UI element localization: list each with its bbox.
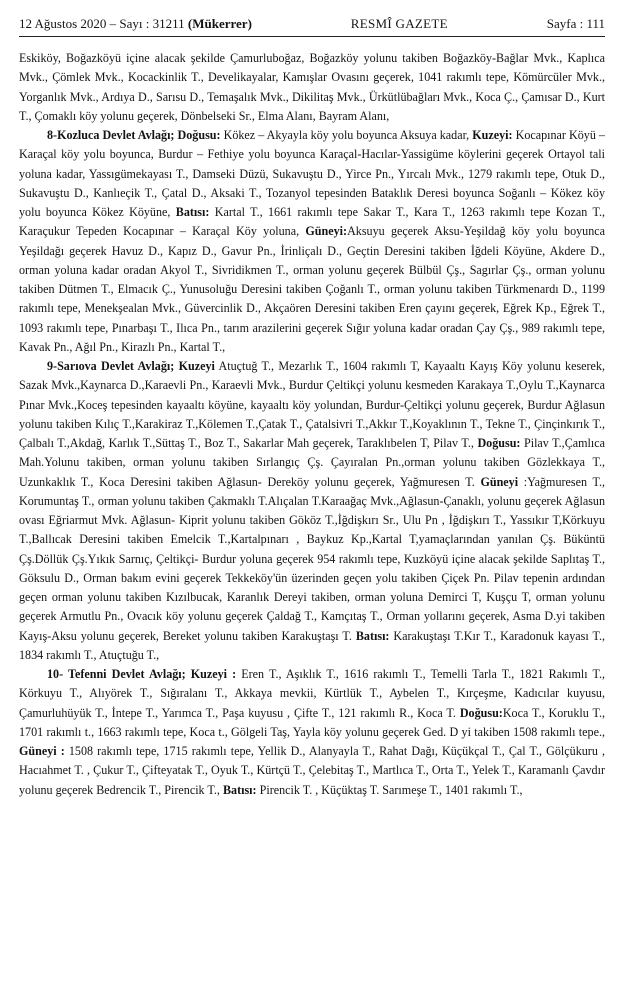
direction-label: Güneyi [480,474,519,489]
direction-label: Batısı: [355,628,390,643]
section-heading: 8-Kozluca Devlet Avlağı; Doğusu: [47,128,221,142]
paragraph-sariova [19,357,605,665]
text-run: Pirencik T. , Küçüktaş T. Sarımeşe T., 1401 rakımlı T., [256,782,523,797]
paragraph-kozluca [19,126,605,357]
direction-label: Batısı: [175,205,210,219]
text-run: Aksuyu geçerek Aksu-Yeşildağ köy yolu boyunca Yeşildağı geçerek Havuz D., Kapız D., Gavur Pn., İrinliçalı D., Geçtin Deresini takiben İğdeli Köyüne, Akdere D., orman yoluna kadar oradan Akyol T., Sivridikmen T., orman yolunu geçerek Bülbül Çş., Sagırlar Çş., orman yolunu takiben Dütmen T., Elmacık Ç., Yunusoluğu Deresini takiben Çoğanlı T., orman yolunu takiben Türkmenardı D., 1199 rakımlı tepe, Menekşealan Mvk., Güvercinlik D., Akçaören Deresini takiben Eren çayını geçerek, Eğrek Kp., Eğrek T., 1093 rakımlı tepe, Pınarbaşı T., Ilıca Pn., tarım arazilerini geçerek Sığır yoluna kadar oradan Çay Çş., 989 rakımlı tepe, Kavak Pn., Ağıl Pn., Kirazlı Pn., Kartal T., [19,224,605,354]
text-run: Kökez – Akyayla köy yolu boyunca Aksuya kadar, [220,128,473,142]
text-run: Eren T., Aşıklık T., 1616 rakımlı T., Temelli Tarla T., 1821 Rakımlı T., Körkuyu T., Alıyörek T., Sığıralanı T., Akkaya mevkii, Kürtlük T., Aybelen T., Kırçeşme, Kadıcılar kuyusu, Çamurluhüyük T., İntepe T., Yarımca T., Paşa kuyusu , Çifte T., 121 rakımlı R., Koca T. [19,667,606,720]
text-run: Karakuştaşı T.Kır T., Karadonuk kayası T., 1834 rakımlı T., Atuçtuğu T., [19,628,605,662]
page-number: Sayfa : 111 [546,16,605,31]
issue-repeat-label: (Mükerrer) [187,16,252,31]
paragraph-tefenni [19,665,605,800]
direction-label: Kuzeyi: [472,128,513,142]
paragraph-7-continuation [19,49,605,126]
text-run: Kartal T., 1661 rakımlı tepe Sakar T., Kara T., 1263 rakımlı tepe Kozan T., Karaçukur Tepeden Kocapınar – Karaçal Köy yoluna, [19,205,605,239]
section-heading: 10- Tefenni Devlet Avlağı; Kuzeyi : [47,667,237,681]
text-run: Eskiköy, Boğazköyü içine alacak şekilde Çamurluboğaz, Boğazköy yolunu takiben Boğazköy-Bağlar Mvk., Kaplıca Mvk., Çömlek Mvk., Kocackinlik T., Develikayalar, Kamışlar Ovasını geçerek, 1041 rakımlı tepe, Kömürcüler Mvk., Yorganlık Mvk., Ardıya D., Sarısu D., Temaşalık Mvk., Dikilitaş Mvk., Ürkütlübağları Mvk., Koca Ç., Çamısar D., Kurt T., Çomaklı köy yolunu geçerek, Dönbelseki Sr., Elma Alanı, Bayram Alanı, [19,51,605,123]
direction-label: Güneyi : [19,744,65,758]
section-heading: 9-Sarıova Devlet Avlağı; Kuzeyi [47,359,215,373]
page-header [19,16,605,37]
text-run: Pilav T.,Çamlıca Mah.Yolunu takiben, orman yolunu takiben Sırlangıç Çş. Çayıralan Pn.,orman yolunu takiben Gözlekkaya T., Uzunkaklık T., Koca Deresini takiben Ağlasun- Dereköy yolunu geçerek, Yağmuresen T. [19,436,605,489]
issue-date-number: 12 Ağustos 2020 – Sayı : 31211 [19,16,188,31]
text-run: 1508 rakımlı tepe, 1715 rakımlı tepe, Yellik D., Alanyayla T., Rahat Dağı, Küçükçal T., Çal T., Gölçükuru , Hacıahmet T. , Çukur T., Çifteyatak T., Oyuk T., Kürtçü T., Çelebitaş T., Martlıca T., Orta T., Yelek T., Karamanlı Çavdır yolunu geçerek Bedrencik T., Pirencik T., [19,744,605,797]
text-run: Koca T., Koruklu T., 1701 rakımlı t., 1663 rakımlı tepe, Koca t., Gölgeli Taş, Yayla köy yolunu geçerek Ged. D yi takiben 1508 rakımlı tepe., [19,705,606,739]
gazette-title: RESMÎ GAZETE [350,16,448,31]
document-body [19,49,605,800]
text-run: :Yağmuresen T., Korumuntaş T., orman yolunu takiben Çakmaklı T.Alıçalan T.Karaağaç Mvk.,Ağlasun-Çanaklı, yolunu geçerek Ağlasun ovası Eğriarmut Mvk. Ağlasun- Kiprit yolunu takiben Gököz T.,İğdişkırı Sr., Ulu Pn , İğdişkırı T., Yassıkır T,Körkuyu T.,Ballıcak Deresini takiben Emelcik T.,Kartalpınarı , Baykuz Kp.,Kartal T,yamaçlarından yanılan Çş. Büküntü Çş.Döllük Çş.Yıkık Sarnıç, Çeltikçi- Burdur yoluna geçerek 954 rakımlı tepe, Kuzköyü içine alacak şekilde Saplıtaş T., Göksulu D., Orman bakım evini geçerek Tekkeköy'ün üzerinden geçen yolu takiben Çiçek Pn. Pilav tepenin ardından geçen orman yolunu takiben Kızılbucak, Karanlık Dereyi takiben, orman yoluna Demirci T, Kuşçu T, orman yolunu geçerek Armutlu Pn., Ovacık köy yolunu geçerek Çaldağ T., Kamçıtaş T., Orman yollarını geçerek, Asma D.yi takiben Kayış-Aksu yolunu geçerek, Bereket yolunu takiben Karakuştaşı T. [19,474,605,643]
direction-label: Doğusu: [477,436,521,450]
direction-label: Doğusu: [459,705,503,720]
issue-info [19,16,252,32]
text-run: Atuçtuğ T., Mezarlık T., 1604 rakımlı T, Kayaaltı Kayış Köy yolunu keserek, Sazak Mvk.,Kaynarca D.,Karaevli Pn., Karaevli Mvk., Burdur Çeltikçi yolunu kesmeden Karakaya T.,Oylu T.,Kaynarca Pınar Mvk.,Koceş tepesinden kayaaltı köyüne, kayaaltı köy yolundan, Burdur-Çeltikçi yolunu geçerek, Burdur Ağlasun yolunu takiben Kılıç T.,Karakiraz T.,Kölemen T.,Çatak T., Çatalsivri T.,Akkır T.,Koyaklının T., Tekne T., Çinçinkırık T., Çalbalı T.,Akdağ, Karlık T.,Süttaş T., Boz T., Sakarlar Mah geçerek, Taraklıbelen T, Pilav T., [19,359,605,450]
direction-label: Güneyi: [305,224,348,239]
text-run: Kocapınar Köyü – Karaçal köy yolu boyunca, Burdur – Fethiye yolu boyunca Karaçal-Hacılar-Yassigüme köylerini geçerek Ortayol tali yoluna kadar, Yassıgümekayası T., Damseki Düzü, Sukavuştu D., Yirce Pn., Yırcalı Mvk., 1279 rakımlı tepe, Otuk D., Sukavuştu D., Kanlıeçik T., Çatal D., Aksaki T., Tozanyol tepesinden Bataklık Deresi boyunca Soğanlı – Kökez köy yolu boyunca Kökez Köyüne, [19,128,605,219]
direction-label: Batısı: [222,782,257,797]
